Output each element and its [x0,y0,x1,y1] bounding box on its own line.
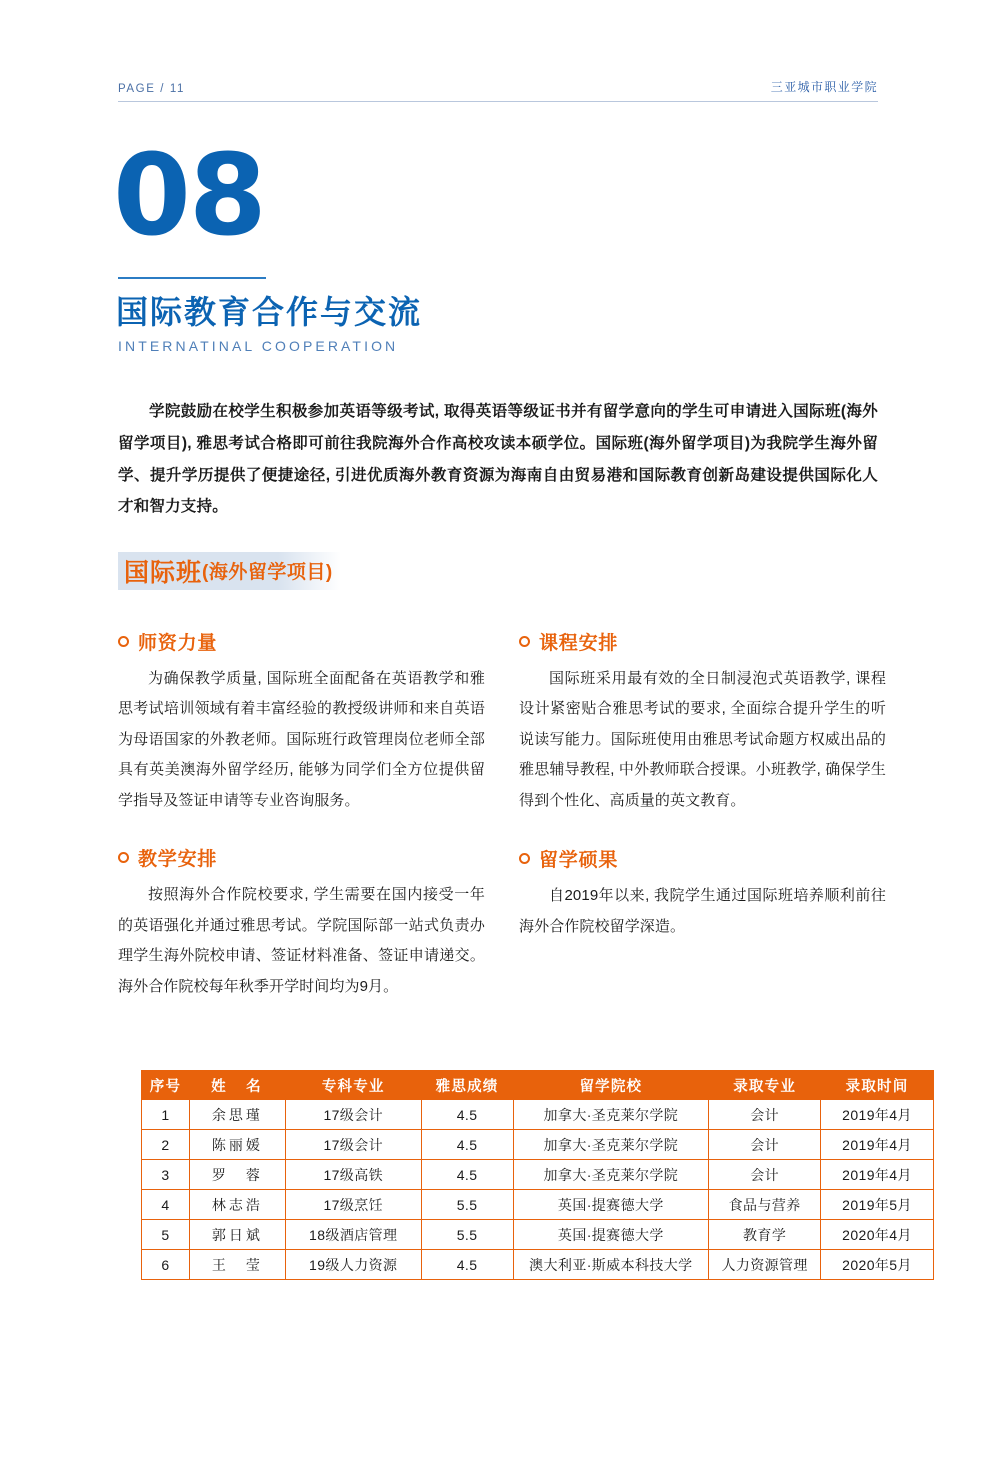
table-cell: 会计 [709,1100,821,1130]
table-cell: 2 [142,1130,190,1160]
table-cell: 2019年5月 [821,1190,934,1220]
table-cell: 4.5 [421,1160,513,1190]
circle-bullet-icon [519,853,530,864]
table-cell: 英国·提赛德大学 [513,1220,709,1250]
circle-bullet-icon [118,636,129,647]
table-cell: 教育学 [709,1220,821,1250]
table-cell: 3 [142,1160,190,1190]
circle-bullet-icon [519,636,530,647]
table-cell: 4 [142,1190,190,1220]
table-header-row [142,1071,934,1100]
table-row [142,1100,934,1130]
table-cell: 4.5 [421,1130,513,1160]
section-divider [118,277,266,279]
section-title-chinese: 国际教育合作与交流 [116,294,423,330]
table-cell: 1 [142,1100,190,1130]
table-header-cell: 姓 名 [189,1071,285,1100]
table-cell: 英国·提赛德大学 [513,1190,709,1220]
block-heading-results [519,845,886,872]
table-cell: 2020年4月 [821,1220,934,1250]
table-cell: 加拿大·圣克莱尔学院 [513,1130,709,1160]
subsection-banner-main: 国际班 [124,559,203,587]
block-text-results: 自2019年以来, 我院学生通过国际班培养顺利前往海外合作院校留学深造。 [519,887,886,935]
table-cell: 4.5 [421,1100,513,1130]
table-cell: 余思瑾 [189,1100,285,1130]
table-cell: 加拿大·圣克莱尔学院 [513,1160,709,1190]
table-cell: 2019年4月 [821,1100,934,1130]
table-cell: 17级会计 [285,1130,421,1160]
table-cell: 人力资源管理 [709,1250,821,1280]
table-cell: 加拿大·圣克莱尔学院 [513,1100,709,1130]
table-header-cell: 雅思成绩 [421,1071,513,1100]
table-cell: 17级高铁 [285,1160,421,1190]
table-cell: 5 [142,1220,190,1250]
table-cell: 罗 蓉 [189,1160,285,1190]
block-text-teaching: 按照海外合作院校要求, 学生需要在国内接受一年的英语强化并通过雅思考试。学院国际部一站式负责办理学生海外院校申请、签证材料准备、签证申请递交。海外合作院校每年秋季开学时间均为9月。 [118,886,485,995]
intro-paragraph: 学院鼓励在校学生积极参加英语等级考试, 取得英语等级证书并有留学意向的学生可申请进入国际班(海外留学项目), 雅思考试合格即可前往我院海外合作高校攻读本硕学位。国际班(海外留学项目)为我院学生海外留学、提升学历提供了便捷途径, 引进优质海外教育资源为海南自由贸易港和国际教育创新岛建设提供国际化人才和智力支持。 [118,403,878,516]
table-cell: 2019年4月 [821,1160,934,1190]
table-row [142,1190,934,1220]
page-header [118,78,878,102]
block-text-faculty: 为确保教学质量, 国际班全面配备在英语教学和雅思考试培训领域有着丰富经验的教授级讲师和来自英语为母语国家的外教老师。国际班行政管理岗位老师全部具有英美澳海外留学经历, 能够为同学们全方位提供留学指导及签证申请等专业咨询服务。 [118,670,485,809]
table-cell: 4.5 [421,1250,513,1280]
table-cell: 会计 [709,1160,821,1190]
table-header-cell: 序号 [142,1071,190,1100]
block-heading-curriculum [519,628,886,655]
table-header-cell: 录取时间 [821,1071,934,1100]
block-heading-teaching [118,844,485,871]
subsection-banner-sub: (海外留学项目) [202,562,333,583]
table-cell: 郭日斌 [189,1220,285,1250]
table-cell: 林志浩 [189,1190,285,1220]
table-cell: 5.5 [421,1220,513,1250]
block-heading-label: 留学硕果 [539,850,619,872]
section-number: 08 [113,131,265,261]
table-cell: 6 [142,1250,190,1280]
students-table-wrapper [141,1070,934,1280]
table-cell: 17级烹饪 [285,1190,421,1220]
organization-name: 三亚城市职业学院 [770,80,878,94]
column-right [519,628,886,1002]
block-heading-label: 教学安排 [138,849,218,871]
table-cell: 17级会计 [285,1100,421,1130]
table-cell: 食品与营养 [709,1190,821,1220]
section-title-english: INTERNATINAL COOPERATION [118,338,399,354]
block-text-curriculum: 国际班采用最有效的全日制浸泡式英语教学, 课程设计紧密贴合雅思考试的要求, 全面综合提升学生的听说读写能力。国际班使用由雅思考试命题方权威出品的雅思辅导教程, 中外教师联合授课。小班教学, 确保学生得到个性化、高质量的英文教育。 [519,670,886,809]
table-cell: 澳大利亚·斯威本科技大学 [513,1250,709,1280]
block-heading-label: 师资力量 [138,633,218,654]
block-heading-label: 课程安排 [539,633,619,654]
column-left [118,628,485,1002]
table-cell: 陈丽媛 [189,1130,285,1160]
table-cell: 18级酒店管理 [285,1220,421,1250]
students-table [141,1070,934,1280]
circle-bullet-icon [118,852,129,863]
subsection-banner [118,552,341,590]
table-row [142,1250,934,1280]
table-cell: 2020年5月 [821,1250,934,1280]
table-cell: 会计 [709,1130,821,1160]
table-cell: 5.5 [421,1190,513,1220]
table-cell: 19级人力资源 [285,1250,421,1280]
table-cell: 2019年4月 [821,1130,934,1160]
table-row [142,1220,934,1250]
table-row [142,1160,934,1190]
two-column-body [118,628,886,1002]
table-header-cell: 留学院校 [513,1071,709,1100]
page-number-label: PAGE / 11 [118,83,186,95]
block-heading-faculty [118,628,485,655]
table-header-cell: 录取专业 [709,1071,821,1100]
table-header-cell: 专科专业 [285,1071,421,1100]
table-cell: 王 莹 [189,1250,285,1280]
table-row [142,1130,934,1160]
